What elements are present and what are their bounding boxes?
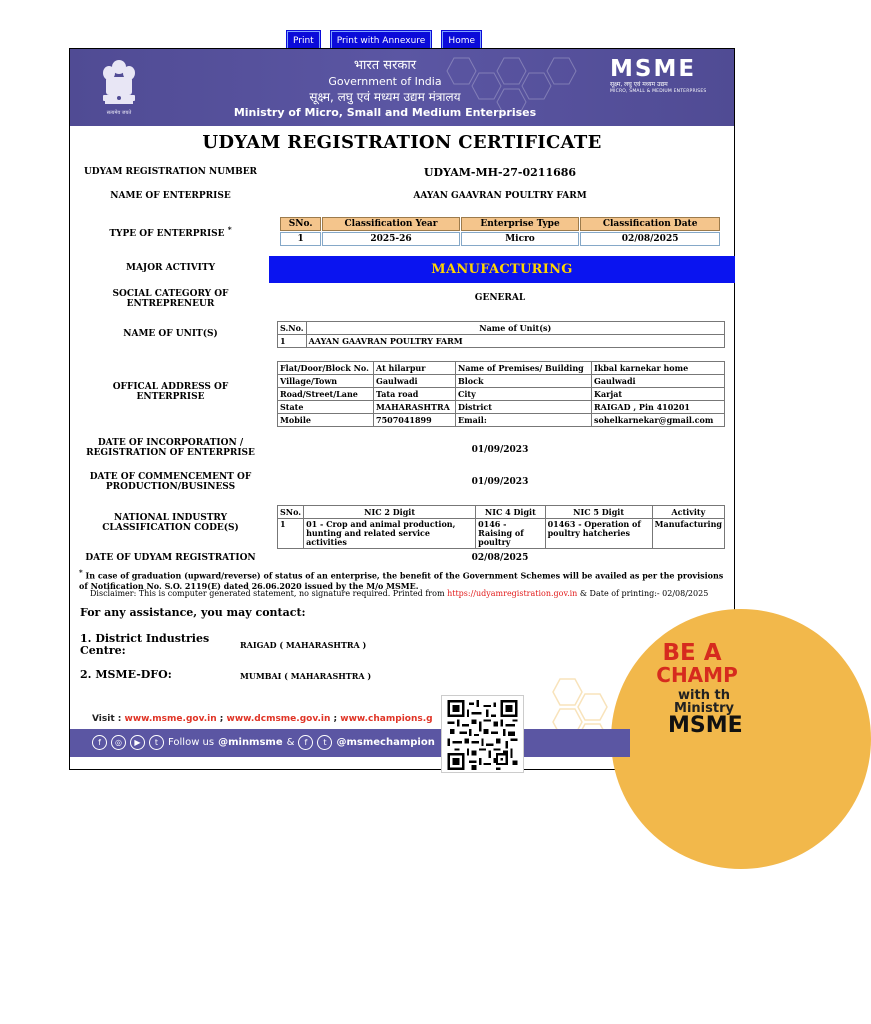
table-header-row (278, 506, 725, 519)
certificate-title: UDYAM REGISTRATION CERTIFICATE (202, 132, 602, 153)
qr-code (441, 695, 524, 773)
nic-code-table (277, 505, 725, 549)
table-cell: Email: (456, 414, 592, 427)
promo-line-5: MSME (668, 713, 743, 738)
table-header: NIC 4 Digit (476, 506, 545, 519)
table-header: Name of Unit(s) (306, 322, 724, 335)
table-cell: 0146 - Raising of poultry (476, 519, 545, 549)
table-cell: District (456, 401, 592, 414)
nic-code-label: NATIONAL INDUSTRY CLASSIFICATION CODE(S) (102, 513, 239, 533)
table-row (278, 401, 725, 414)
commencement-date: 01/09/2023 (471, 477, 529, 487)
table-header-row (280, 217, 720, 231)
incorporation-date-label: DATE OF INCORPORATION / REGISTRATION OF ENTERPRISE (86, 438, 255, 458)
table-header-row (278, 322, 725, 335)
dfo-value: MUMBAI ( MAHARASHTRA ) (240, 671, 372, 681)
unit-name-label: NAME OF UNIT(S) (123, 329, 218, 339)
print-button[interactable]: Print (287, 31, 320, 51)
emblem-caption: सत्यमेव जयते (106, 110, 132, 116)
english-government: Government of India (328, 75, 442, 88)
table-cell: MAHARASHTRA (374, 401, 456, 414)
dic-value: RAIGAD ( MAHARASHTRA ) (240, 640, 367, 650)
msme-logo-english: MICRO, SMALL & MEDIUM ENTERPRISES (610, 89, 707, 94)
table-header: NIC 5 Digit (545, 506, 652, 519)
enterprise-name: AAYAN GAAVRAN POULTRY FARM (413, 191, 587, 201)
facebook-icon[interactable]: f (298, 735, 313, 750)
promo-line-4: Ministry (674, 701, 734, 716)
enterprise-name-label: NAME OF ENTERPRISE (110, 191, 231, 201)
social-follow (92, 735, 435, 750)
printing-date: & Date of printing:- 02/08/2025 (579, 589, 709, 598)
table-cell: 1 (278, 335, 307, 348)
table-cell: Gaulwadi (374, 375, 456, 388)
table-cell: 1 (280, 232, 321, 246)
note-text: In case of graduation (upward/reverse) of status of an enterprise, the benefit of the Government Schemes will be availed as per the provisions of Notification No. S.O. 2119(E) dated 26.06.2020 issued by the M/o MSME. (79, 570, 724, 591)
disclaimer (90, 589, 730, 599)
table-cell: City (456, 388, 592, 401)
type-asterisk: * (227, 225, 232, 234)
table-cell: AAYAN GAAVRAN POULTRY FARM (306, 335, 724, 348)
dfo-label: 2. MSME-DFO: (80, 668, 172, 681)
table-cell: Manufacturing (652, 519, 724, 549)
msme-logo-hindi: सूक्ष्म, लघु एवं मध्यम उद्यम (610, 81, 668, 88)
table-cell: Village/Town (278, 375, 374, 388)
instagram-icon[interactable]: ◎ (111, 735, 126, 750)
table-cell: Name of Premises/ Building (456, 362, 592, 375)
print-with-annexure-button[interactable]: Print with Annexure (331, 31, 432, 51)
certificate (69, 48, 743, 770)
youtube-icon[interactable]: ▶ (130, 735, 145, 750)
table-cell: Tata road (374, 388, 456, 401)
twitter-icon[interactable]: t (149, 735, 164, 750)
table-cell: 7507041899 (374, 414, 456, 427)
hindi-ministry: सूक्ष्म, लघु एवं मध्यम उद्यम मंत्रालय (309, 90, 461, 104)
table-row (278, 335, 725, 348)
table-cell: 2025-26 (322, 232, 460, 246)
social-category: GENERAL (474, 293, 526, 303)
registration-number-label: UDYAM REGISTRATION NUMBER (83, 167, 258, 177)
enterprise-type-table (279, 216, 721, 247)
table-header: Classification Date (580, 217, 720, 231)
table-cell: Ikbal karnekar home (592, 362, 725, 375)
unit-table (277, 321, 725, 348)
table-cell: Flat/Door/Block No. (278, 362, 374, 375)
handle-minmsme[interactable]: @minmsme (218, 737, 283, 748)
udyam-date: 02/08/2025 (471, 553, 529, 563)
dic-label: 1. District Industries Centre: (80, 632, 210, 657)
champions-site-link[interactable]: www.champions.g (340, 714, 433, 724)
commencement-date-label: DATE OF COMMENCEMENT OF PRODUCTION/BUSINESS (89, 472, 252, 492)
msme-logo (610, 58, 714, 95)
table-cell: 02/08/2025 (580, 232, 720, 246)
table-row (278, 362, 725, 375)
english-ministry: Ministry of Micro, Small and Medium Enterprises (233, 106, 537, 119)
table-cell: 01 - Crop and animal production, hunting and related service activities (304, 519, 476, 549)
table-header: NIC 2 Digit (304, 506, 476, 519)
table-cell: Karjat (592, 388, 725, 401)
table-cell: At hilarpur (374, 362, 456, 375)
visit-label: Visit : (92, 714, 122, 724)
table-row (278, 519, 725, 549)
major-activity-label: MAJOR ACTIVITY (125, 263, 216, 273)
table-cell: Micro (461, 232, 580, 246)
table-header: Enterprise Type (461, 217, 580, 231)
facebook-icon[interactable]: f (92, 735, 107, 750)
separator: ; (219, 714, 224, 724)
dcmsme-site-link[interactable]: www.dcmsme.gov.in (226, 714, 331, 724)
table-row (278, 375, 725, 388)
table-row (280, 232, 720, 246)
table-header: SNo. (278, 506, 304, 519)
separator: ; (333, 714, 338, 724)
promo-line-3: with th (678, 688, 730, 703)
ampersand: & (286, 737, 295, 748)
note-asterisk: * (79, 568, 83, 577)
twitter-icon[interactable]: t (317, 735, 332, 750)
table-row (278, 388, 725, 401)
qr-code-icon (446, 700, 519, 770)
contact-heading: For any assistance, you may contact: (80, 606, 306, 619)
table-cell: RAIGAD , Pin 410201 (592, 401, 725, 414)
home-button[interactable]: Home (442, 31, 481, 51)
handle-msmechampions[interactable]: @msmechampion (336, 737, 435, 748)
table-cell: Block (456, 375, 592, 388)
social-category-label: SOCIAL CATEGORY OF ENTREPRENEUR (112, 289, 229, 309)
disclaimer-text: Disclaimer: This is computer generated statement, no signature required. Printed from (90, 589, 445, 598)
table-header: SNo. (280, 217, 321, 231)
table-cell: 1 (278, 519, 304, 549)
follow-us-text: Follow us (168, 737, 215, 748)
type-label-text: TYPE OF ENTERPRISE (109, 229, 225, 239)
msme-site-link[interactable]: www.msme.gov.in (124, 714, 217, 724)
table-header: Classification Year (322, 217, 460, 231)
type-of-enterprise-label (82, 225, 259, 239)
msme-logo-text: MSME (610, 56, 697, 82)
udyam-registration-link[interactable]: https://udyamregistration.gov.in (447, 589, 578, 598)
table-cell: 01463 - Operation of poultry hatcheries (545, 519, 652, 549)
table-row (278, 414, 725, 427)
registration-number: UDYAM-MH-27-0211686 (423, 166, 577, 179)
major-activity-value: MANUFACTURING (269, 256, 735, 283)
header-banner (70, 49, 734, 126)
table-cell: Gaulwadi (592, 375, 725, 388)
national-emblem-icon (96, 57, 142, 119)
table-cell: Road/Street/Lane (278, 388, 374, 401)
promo-line-2: CHAMP (656, 663, 738, 687)
table-header: S.No. (278, 322, 307, 335)
address-table (277, 361, 725, 427)
graduation-note (79, 568, 731, 591)
table-cell: Mobile (278, 414, 374, 427)
table-cell: State (278, 401, 374, 414)
incorporation-date: 01/09/2023 (471, 445, 529, 455)
table-header: Activity (652, 506, 724, 519)
hindi-government: भारत सरकार (353, 58, 417, 73)
champions-promo (642, 642, 742, 737)
address-label: OFFICAL ADDRESS OF ENTERPRISE (112, 382, 229, 402)
promo-line-1: BE A (662, 640, 722, 666)
visit-links (92, 714, 433, 724)
government-heading (220, 58, 550, 121)
udyam-date-label: DATE OF UDYAM REGISTRATION (85, 553, 256, 563)
table-cell: sohelkarnekar@gmail.com (592, 414, 725, 427)
